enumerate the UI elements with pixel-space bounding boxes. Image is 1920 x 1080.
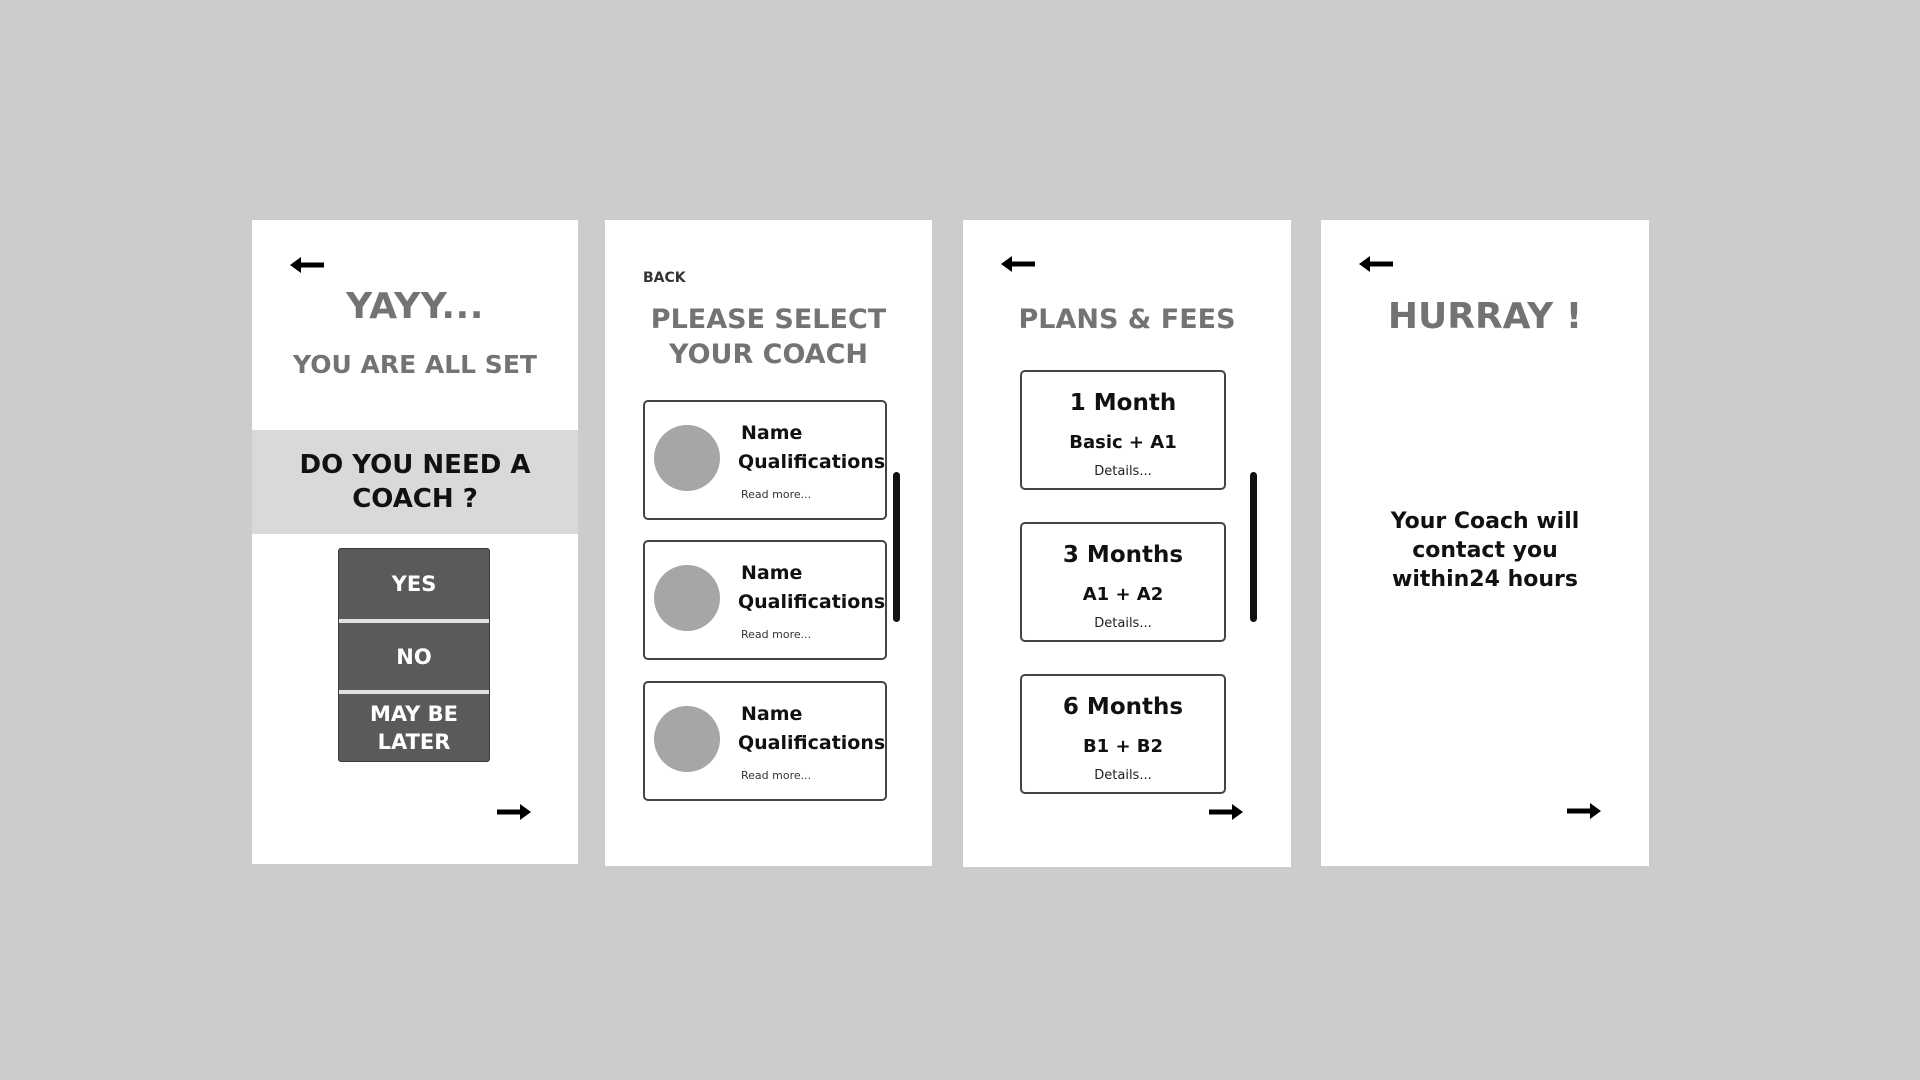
read-more-link[interactable]: Read more... <box>741 769 812 782</box>
details-link[interactable]: Details... <box>1094 464 1152 479</box>
back-arrow-icon[interactable] <box>1001 254 1035 274</box>
yes-button[interactable]: YES <box>391 572 437 596</box>
confirmation-screen <box>1321 220 1649 866</box>
plan-levels: Basic + A1 <box>1069 432 1177 453</box>
next-arrow-icon[interactable] <box>1209 802 1243 822</box>
coach-qualifications: Qualifications <box>738 591 886 613</box>
next-arrow-icon[interactable] <box>1567 801 1601 821</box>
details-link[interactable]: Details... <box>1094 768 1152 783</box>
plan-duration: 6 Months <box>1062 694 1184 720</box>
screen-title: PLANS & FEES <box>1018 304 1236 335</box>
back-arrow-icon[interactable] <box>1359 254 1393 274</box>
coach-question: DO YOU NEED A COACH ? <box>299 450 531 514</box>
plan-levels: B1 + B2 <box>1082 736 1164 757</box>
screen-title-text: PLEASE SELECT YOUR COACH <box>650 304 887 370</box>
screen-title: HURRAY ! <box>1387 296 1583 337</box>
coach-card[interactable] <box>643 681 887 801</box>
coach-question-screen <box>252 220 578 864</box>
coach-card[interactable] <box>643 400 887 520</box>
screen-subtitle: YOU ARE ALL SET <box>293 350 537 379</box>
plan-card[interactable] <box>1020 522 1226 642</box>
next-arrow-icon[interactable] <box>497 802 531 822</box>
plan-card[interactable] <box>1020 370 1226 490</box>
no-button[interactable]: NO <box>396 645 432 669</box>
details-link[interactable]: Details... <box>1094 616 1152 631</box>
read-more-link[interactable]: Read more... <box>741 488 812 501</box>
question-band <box>252 430 578 534</box>
select-coach-screen <box>605 220 932 866</box>
scrollbar[interactable] <box>1250 472 1257 622</box>
back-arrow-icon[interactable] <box>290 255 324 275</box>
avatar <box>654 706 720 772</box>
plan-card[interactable] <box>1020 674 1226 794</box>
plans-screen <box>963 220 1291 867</box>
read-more-link[interactable]: Read more... <box>741 628 812 641</box>
plan-duration: 1 Month <box>1069 390 1177 416</box>
coach-name: Name <box>741 562 803 584</box>
maybe-later-button[interactable]: MAY BE LATER <box>369 702 458 754</box>
screen-title <box>605 302 932 372</box>
plan-levels: A1 + A2 <box>1082 584 1164 605</box>
back-link[interactable]: BACK <box>643 270 686 286</box>
coach-card[interactable] <box>643 540 887 660</box>
coach-name: Name <box>741 422 803 444</box>
avatar <box>654 425 720 491</box>
confirmation-message-text: Your Coach will contact you within24 hours <box>1390 509 1580 592</box>
coach-qualifications: Qualifications <box>738 732 886 754</box>
coach-qualifications: Qualifications <box>738 451 886 473</box>
plan-duration: 3 Months <box>1062 542 1184 568</box>
avatar <box>654 565 720 631</box>
choice-group <box>338 548 490 762</box>
screen-title: YAYY... <box>346 286 484 327</box>
confirmation-message <box>1321 507 1649 594</box>
scrollbar[interactable] <box>893 472 900 622</box>
coach-name: Name <box>741 703 803 725</box>
